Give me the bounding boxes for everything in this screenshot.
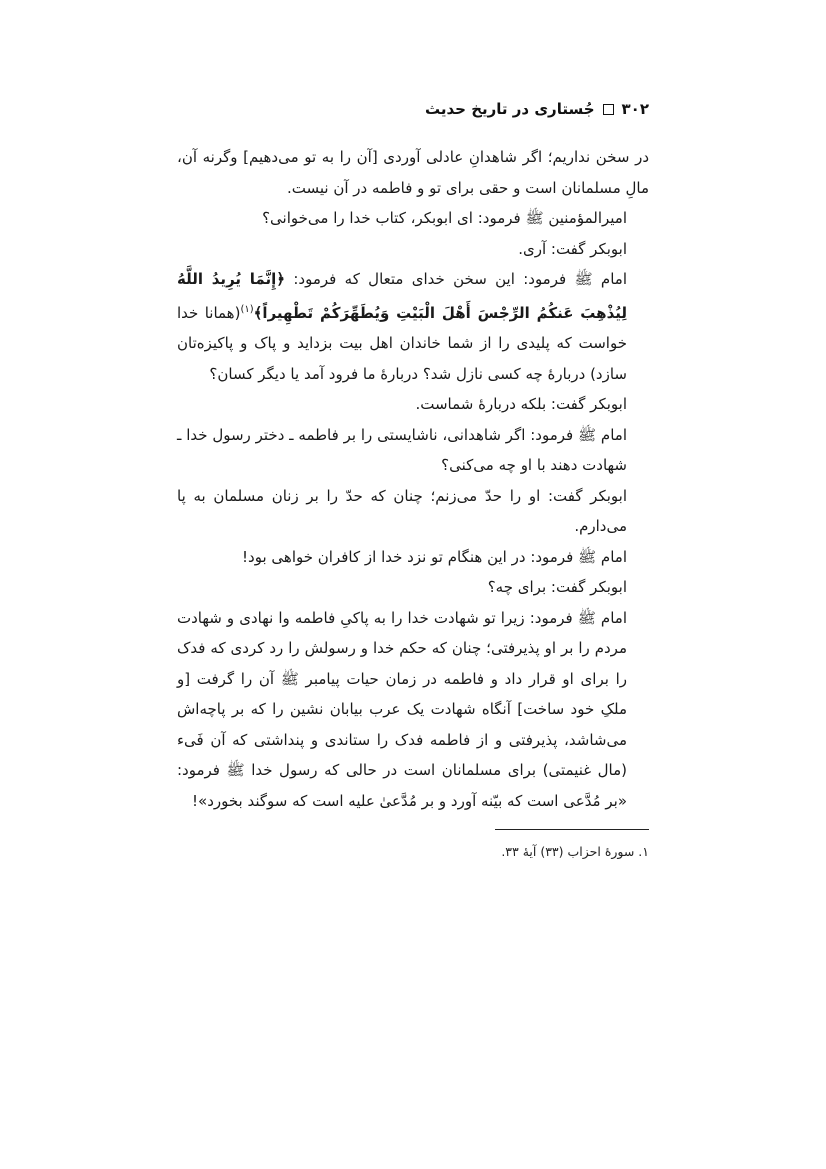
book-title: جُستاری در تاریخ حدیث xyxy=(424,100,595,118)
paragraph-4 xyxy=(177,264,649,389)
page-number: ۳۰۲ xyxy=(621,100,649,118)
footnote-reference: (۱) xyxy=(240,303,254,315)
paragraph-4-intro: امام ﷺ فرمود: این سخن خدای متعال که فرمود: xyxy=(285,270,627,288)
paragraph-5: ابوبکر گفت: بلکه دربارهٔ شماست. xyxy=(415,395,627,413)
running-header xyxy=(425,100,649,118)
quran-verse: ﴿إِنَّمَا يُرِيدُ اللَّهُ لِيُذْهِبَ عَنكُمُ الرِّجْسَ أَهْلَ الْبَيْتِ وَيُطَهِّرَكُمْ تَطْهِيراً﴾ xyxy=(177,270,627,322)
paragraph-4-rest: (همانا خدا خواست که پلیدی را از شما خاندان اهل بیت بزداید و پاک و پاکیزه‌تان سازد) دربارهٔ چه کسی نازل شد؟ دربارهٔ ما فرود آمد یا دیگر کسان؟ xyxy=(177,303,627,383)
footnote: ۱. سورهٔ احزاب (۳۳) آیهٔ ۳۳. xyxy=(501,844,649,859)
paragraph-1: در سخن نداریم؛ اگر شاهدانِ عادلی آوردی [آن را به تو می‌دهیم] وگرنه آن، مالِ مسلمانان است و حقی برای تو و فاطمه در آن نیست. xyxy=(177,148,649,197)
paragraph-8: امام ﷺ فرمود: در این هنگام تو نزد خدا از کافران خواهی بود! xyxy=(242,547,627,566)
paragraph-7: ابوبکر گفت: او را حدّ می‌زنم؛ چنان که حدّ را بر زنان مسلمان به پا می‌دارم. xyxy=(177,486,627,535)
footnote-divider xyxy=(495,829,649,830)
paragraph-10: امام ﷺ فرمود: زیرا تو شهادت خدا را به پاکیِ فاطمه وا نهادی و شهادت مردم را بر او پذیرفتی؛ چنان که حکم خدا و رسولش را رد کردی که فدک را برای او قرار داد و فاطمه در زمان حیات پیامبر ﷺ آن را گرفت [و ملکِ خود ساخت] آنگاه شهادت یک عرب بیابان نشین را که بر پاچه‌اش می‌شاشد، پذیرفتی و از فاطمه فدک را ستاندی و پنداشتی که آن فَیء (مال غنیمتی) برای مسلمانان است در حالی که رسول خدا ﷺ فرمود: «بر مُدَّعی است که بیّنه آورد و بر مُدَّعیٰ علیه است که سوگند بخورد»! xyxy=(177,608,627,810)
main-text xyxy=(177,142,649,816)
paragraph-2: امیرالمؤمنین ﷺ فرمود: ای ابوبکر، کتاب خدا را می‌خوانی؟ xyxy=(262,209,627,227)
paragraph-6: امام ﷺ فرمود: اگر شاهدانی، ناشایستی را بر فاطمه ـ دختر رسول خدا ـ شهادت دهند با او چه می‌کنی؟ xyxy=(177,425,627,474)
paragraph-3: ابوبکر گفت: آری. xyxy=(518,239,627,258)
paragraph-9: ابوبکر گفت: برای چه؟ xyxy=(487,578,627,596)
square-bullet-icon xyxy=(603,104,614,115)
